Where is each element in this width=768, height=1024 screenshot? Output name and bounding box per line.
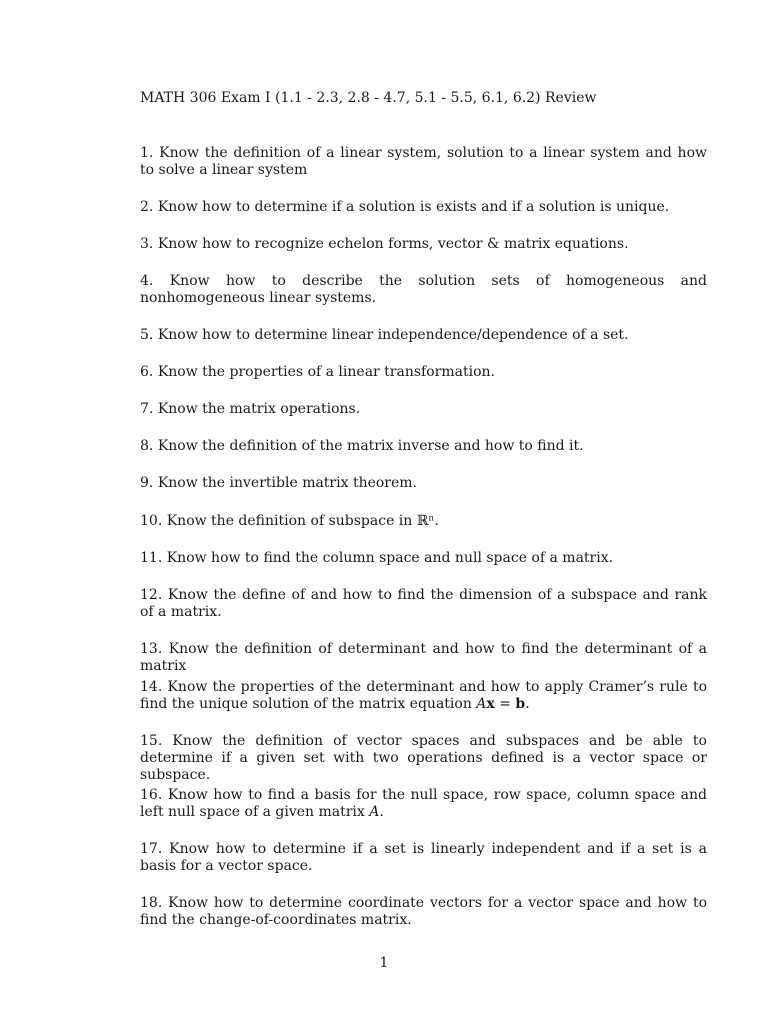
review-item-17: [140, 841, 707, 875]
review-item-9: [140, 475, 707, 492]
item-number: 12.: [140, 587, 163, 603]
item-number: 11.: [140, 550, 163, 566]
review-item-7: [140, 401, 707, 418]
item-number: 17.: [140, 841, 163, 857]
review-item-18: [140, 895, 707, 929]
item-text-end: .: [379, 804, 384, 820]
item-number: 14.: [140, 679, 163, 695]
item-text: Know how to recognize echelon forms, vector & matrix equations.: [157, 236, 629, 252]
math-vector-x: x: [486, 696, 495, 712]
item-text: Know how to determine coordinate vectors for a vector space and how to find the change-of-coordinates matrix.: [140, 895, 708, 928]
item-number: 13.: [140, 641, 163, 657]
item-number: 3.: [140, 236, 154, 252]
math-symbol-a: A: [476, 696, 487, 712]
item-number: 8.: [140, 438, 154, 454]
item-text: Know the definition of the matrix inverse and how to find it.: [157, 438, 584, 454]
item-text: Know the definition of vector spaces and subspaces and be able to determine if a given set with two operations defined is a vector space or subspace.: [140, 733, 707, 783]
item-text: Know the properties of a linear transformation.: [157, 364, 495, 380]
math-vector-b: b: [515, 696, 526, 712]
review-item-2: [140, 199, 707, 216]
item-text: Know the define of and how to find the dimension of a subspace and rank of a matrix.: [140, 587, 708, 620]
math-equals: =: [494, 696, 516, 712]
review-item-6: [140, 364, 707, 381]
review-item-11: [140, 550, 707, 567]
review-item-10: [140, 513, 707, 530]
item-number: 7.: [140, 401, 154, 417]
item-number: 18.: [140, 895, 163, 911]
item-number: 15.: [140, 733, 163, 749]
item-text: Know how to determine if a set is linearly independent and if a set is a basis for a vector space.: [140, 841, 707, 874]
item-number: 16.: [140, 787, 163, 803]
item-text: Know how to determine linear independence/dependence of a set.: [157, 327, 629, 343]
item-number: 9.: [140, 475, 154, 491]
item-text: Know the matrix operations.: [157, 401, 361, 417]
item-number: 2.: [140, 199, 154, 215]
item-text: Know how to find a basis for the null space, row space, column space and left null space of a given matrix: [140, 787, 707, 820]
math-symbol-a: A: [369, 804, 380, 820]
page-number: 1: [379, 955, 389, 971]
item-text: Know the properties of the determinant and how to apply Cramer’s rule to find the unique solution of the matrix equation: [140, 679, 708, 712]
page-title: MATH 306 Exam I (1.1 - 2.3, 2.8 - 4.7, 5.1 - 5.5, 6.1, 6.2) Review: [140, 90, 597, 106]
review-item-14: [140, 679, 707, 713]
review-item-12: [140, 587, 707, 621]
review-item-3: [140, 236, 707, 253]
review-item-1: [140, 145, 707, 179]
review-item-8: [140, 438, 707, 455]
review-item-5: [140, 327, 707, 344]
item-text: Know the definition of a linear system, solution to a linear system and how to solve a linear system: [140, 145, 707, 178]
item-number: 6.: [140, 364, 154, 380]
item-number: 5.: [140, 327, 154, 343]
item-text-end: .: [525, 696, 530, 712]
item-text: Know how to determine if a solution is exists and if a solution is unique.: [157, 199, 670, 215]
item-text: Know how to find the column space and null space of a matrix.: [166, 550, 614, 566]
item-text: Know the definition of determinant and how to find the determinant of a matrix: [140, 641, 707, 674]
review-item-16: [140, 787, 707, 821]
review-item-13: [140, 641, 707, 675]
item-number: 10.: [140, 513, 163, 529]
item-number: 1.: [140, 145, 154, 161]
item-number: 4.: [140, 273, 154, 289]
review-item-4: [140, 273, 707, 307]
item-text: Know how to describe the solution sets of homogeneous and nonhomogeneous linear systems.: [140, 273, 708, 306]
item-text: Know the invertible matrix theorem.: [157, 475, 418, 491]
item-text: Know the definition of subspace in ℝⁿ.: [166, 513, 439, 529]
review-item-15: [140, 733, 707, 784]
